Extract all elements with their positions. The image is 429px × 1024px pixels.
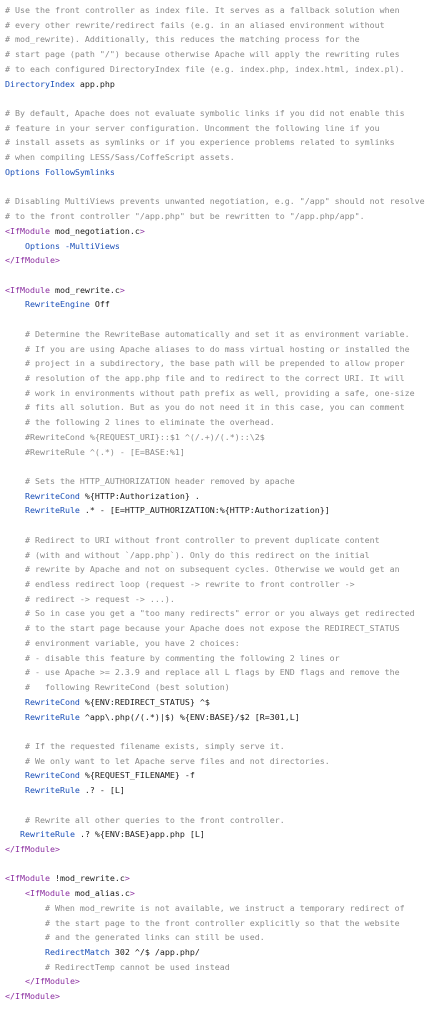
code-line — [5, 886, 429, 901]
code-token: # resolution of the app.php file and to redirect to the correct URI. It will — [5, 372, 405, 383]
code-token: # Redirect to URI without front controller to prevent duplicate content — [5, 534, 380, 545]
code-token: # When mod_rewrite is not available, we instruct a temporary redirect of — [5, 902, 405, 913]
code-token: RewriteRule — [20, 829, 75, 840]
code-token: .* - [E=HTTP_AUTHORIZATION:%{HTTP:Authorization}] — [79, 505, 330, 516]
code-line — [5, 474, 429, 489]
code-line — [5, 342, 429, 357]
code-token: <IfModule — [5, 284, 50, 295]
code-token: .? - [L] — [79, 785, 125, 796]
code-token: .? %{ENV:BASE}app.php [L] — [74, 829, 205, 840]
code-line — [5, 857, 429, 872]
code-line — [5, 180, 429, 195]
code-line — [5, 47, 429, 62]
code-token: > — [119, 284, 125, 295]
code-token: # redirect -> request -> ...). — [5, 593, 175, 604]
code-token: mod_negotiation.c — [49, 225, 140, 236]
code-line — [5, 842, 429, 857]
code-token: RewriteRule — [24, 711, 80, 722]
code-line — [5, 798, 429, 813]
code-line — [5, 91, 429, 106]
code-line — [5, 268, 429, 283]
code-token: > — [124, 873, 130, 884]
code-token: <IfModule — [24, 888, 70, 899]
code-token: mod_alias.c — [69, 888, 130, 899]
code-token — [5, 947, 45, 957]
code-token: # the following 2 lines to eliminate the overhead. — [5, 417, 275, 428]
code-token: # following RewriteCond (best solution) — [5, 682, 230, 693]
code-token: # If the requested filename exists, simply serve it. — [5, 740, 285, 751]
code-line — [5, 224, 429, 239]
code-line — [5, 930, 429, 945]
code-line — [5, 400, 429, 415]
code-line — [5, 371, 429, 386]
code-line — [5, 121, 429, 136]
code-line — [5, 415, 429, 430]
code-line — [5, 680, 429, 695]
code-token: # RedirectTemp cannot be used instead — [5, 961, 230, 972]
code-line — [5, 533, 429, 548]
code-token — [5, 785, 25, 795]
code-token: RewriteRule — [24, 785, 80, 796]
code-token: # If you are using Apache aliases to do mass virtual hosting or installed the — [5, 343, 410, 354]
code-line — [5, 577, 429, 592]
code-token — [5, 770, 25, 780]
code-line — [5, 739, 429, 754]
code-line — [5, 489, 429, 504]
code-token: # endless redirect loop (request -> rewrite to front controller -> — [5, 579, 355, 590]
code-line — [5, 724, 429, 739]
code-token: # So in case you get a "too many redirects" error or you always get redirected — [5, 608, 415, 619]
code-line — [5, 989, 429, 1004]
code-token — [5, 241, 25, 251]
code-editor[interactable] — [5, 3, 429, 1004]
code-token: !mod_rewrite.c — [49, 873, 125, 884]
code-token: FollowSymlinks — [39, 166, 115, 177]
code-token — [5, 888, 25, 898]
code-line — [5, 18, 429, 33]
code-token: # Rewrite all other queries to the front controller. — [5, 814, 285, 825]
code-token: # We only want to let Apache serve files and not directories. — [5, 755, 330, 766]
code-line — [5, 768, 429, 783]
code-line — [5, 813, 429, 828]
code-line — [5, 445, 429, 460]
code-line — [5, 606, 429, 621]
code-line — [5, 710, 429, 725]
code-token: RewriteCond — [24, 696, 80, 707]
code-token — [5, 299, 25, 309]
code-token: mod_rewrite.c — [49, 284, 120, 295]
code-line — [5, 3, 429, 18]
code-token: %{ENV:REDIRECT_STATUS} ^$ — [79, 696, 210, 707]
code-token: Options — [24, 240, 60, 251]
code-token: # the start page to the front controller explicitly so that the website — [5, 917, 400, 928]
code-token: # Use the front controller as index file. It serves as a fallback solution when — [5, 5, 400, 15]
code-line — [5, 592, 429, 607]
code-token: </IfModule> — [5, 843, 60, 854]
code-token: # fits all solution. But as you do not need it in this case, you can comment — [5, 402, 405, 413]
code-line — [5, 901, 429, 916]
code-line — [5, 77, 429, 92]
code-line — [5, 665, 429, 680]
code-token: > — [139, 225, 145, 236]
code-token: </IfModule> — [5, 991, 60, 1002]
code-line — [5, 548, 429, 563]
code-line — [5, 459, 429, 474]
code-token: RewriteCond — [24, 770, 80, 781]
code-token: # feature in your server configuration. Uncomment the following line if you — [5, 122, 380, 133]
code-line — [5, 209, 429, 224]
code-token: </IfModule> — [5, 255, 60, 266]
code-line — [5, 827, 429, 842]
code-line — [5, 135, 429, 150]
code-line — [5, 62, 429, 77]
code-token: # (with and without `/app.php`). Only do this redirect on the initial — [5, 549, 370, 560]
code-token: # mod_rewrite). Additionally, this reduces the matching process for the — [5, 34, 360, 45]
code-line — [5, 754, 429, 769]
code-line — [5, 150, 429, 165]
code-token: 302 ^/$ /app.php/ — [109, 947, 200, 957]
code-token: # every other rewrite/redirect fails (e.g. in an aliased environment without — [5, 19, 385, 30]
code-token: <IfModule — [5, 873, 50, 884]
code-token: > — [129, 888, 135, 899]
code-token: RewriteCond — [24, 490, 80, 501]
code-token: Options — [5, 166, 40, 177]
code-token: #RewriteCond %{REQUEST_URI}::$1 ^(/.+)/(.*)::\2$ — [5, 431, 265, 442]
code-line — [5, 356, 429, 371]
code-line — [5, 783, 429, 798]
code-token: ^app\.php(/(.*)|$) %{ENV:BASE}/$2 [R=301,L] — [79, 711, 300, 722]
code-token — [5, 491, 25, 501]
code-token: # to the start page because your Apache does not expose the REDIRECT_STATUS — [5, 623, 400, 634]
code-token — [5, 697, 25, 707]
code-line — [5, 283, 429, 298]
code-token: # By default, Apache does not evaluate symbolic links if you did not enable this — [5, 108, 405, 119]
code-line — [5, 916, 429, 931]
code-line — [5, 297, 429, 312]
code-token: Off — [89, 299, 110, 310]
code-token: %{HTTP:Authorization} . — [79, 490, 200, 501]
code-token: # - use Apache >= 2.3.9 and replace all L flags by END flags and remove the — [5, 667, 400, 678]
code-token: RedirectMatch — [44, 947, 110, 957]
code-token: -MultiViews — [59, 240, 120, 251]
code-token: # work in environments without path prefix as well, providing a safe, one-size — [5, 387, 415, 398]
code-token: # start page (path "/") because otherwise Apache will apply the rewriting rules — [5, 49, 400, 60]
code-line — [5, 106, 429, 121]
code-token — [5, 505, 25, 515]
code-line — [5, 430, 429, 445]
code-line — [5, 871, 429, 886]
code-token: %{REQUEST_FILENAME} -f — [79, 770, 195, 781]
code-token: RewriteEngine — [24, 299, 90, 310]
code-line — [5, 562, 429, 577]
code-token: DirectoryIndex — [5, 78, 75, 89]
code-token: #RewriteRule ^(.*) - [E=BASE:%1] — [5, 446, 185, 457]
code-token — [5, 976, 25, 986]
code-token: RewriteRule — [24, 505, 80, 516]
code-token: # environment variable, you have 2 choices: — [5, 637, 240, 648]
code-token: # when compiling LESS/Sass/CoffeScript assets. — [5, 152, 235, 163]
code-token: # project in a subdirectory, the base path will be prepended to allow proper — [5, 358, 405, 369]
code-token: # install assets as symlinks or if you experience problems related to symlinks — [5, 137, 395, 148]
code-line — [5, 621, 429, 636]
code-line — [5, 503, 429, 518]
code-line — [5, 253, 429, 268]
code-token: # Sets the HTTP_AUTHORIZATION header removed by apache — [5, 476, 295, 486]
code-token: <IfModule — [5, 225, 50, 236]
code-line — [5, 651, 429, 666]
code-token: # - disable this feature by commenting the following 2 lines or — [5, 652, 340, 663]
code-line — [5, 32, 429, 47]
code-line — [5, 386, 429, 401]
code-line — [5, 695, 429, 710]
code-line — [5, 960, 429, 975]
code-line — [5, 165, 429, 180]
code-token: # Disabling MultiViews prevents unwanted negotiation, e.g. "/app" should not resolve — [5, 196, 425, 207]
code-line — [5, 518, 429, 533]
code-token: </IfModule> — [24, 976, 80, 987]
code-line — [5, 194, 429, 209]
code-token: # Determine the RewriteBase automatically and set it as environment variable. — [5, 328, 410, 339]
code-token: app.php — [74, 78, 115, 89]
code-token — [5, 829, 20, 839]
code-line — [5, 636, 429, 651]
code-line — [5, 974, 429, 989]
code-line — [5, 312, 429, 327]
code-line — [5, 327, 429, 342]
code-token: # to each configured DirectoryIndex file (e.g. index.php, index.html, index.pl). — [5, 63, 405, 74]
code-token — [5, 712, 25, 722]
code-line — [5, 945, 429, 960]
code-line — [5, 239, 429, 254]
code-token: # rewrite by Apache and not on subsequent cycles. Otherwise we would get an — [5, 564, 400, 575]
code-token: # to the front controller "/app.php" but be rewritten to "/app.php/app". — [5, 211, 365, 222]
code-token: # and the generated links can still be used. — [5, 932, 265, 943]
